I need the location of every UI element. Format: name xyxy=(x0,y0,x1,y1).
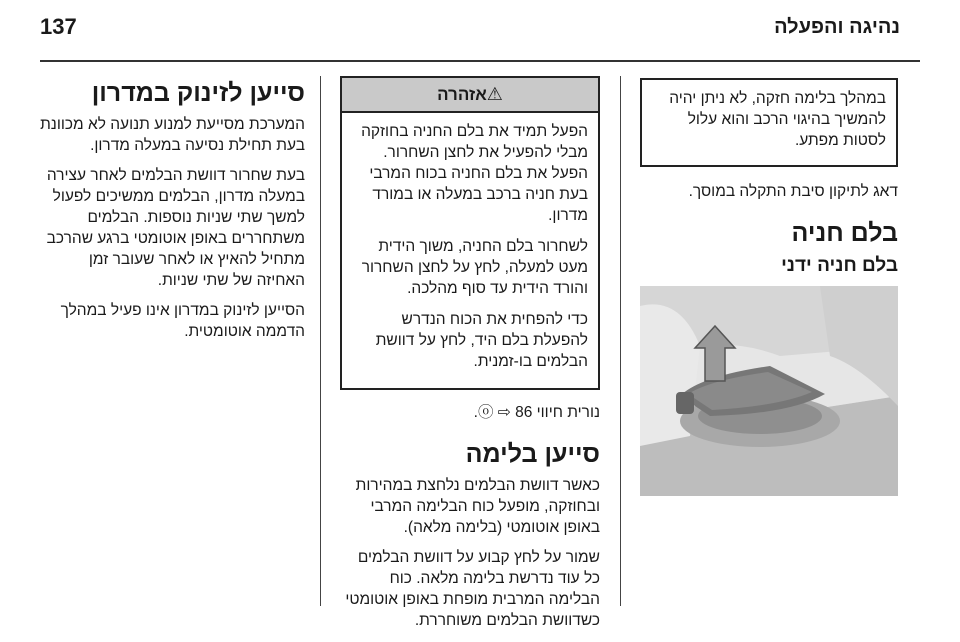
note-box xyxy=(640,78,898,167)
body-paragraph: הסייען לזינוק במדרון אינו פעיל במהלך הדממה אוטומטית. xyxy=(60,302,305,340)
warning-box xyxy=(340,76,600,390)
brake-assist-heading: סייען בלימה xyxy=(465,440,600,468)
column-divider-right xyxy=(620,76,621,606)
tip-text: דאג לתיקון סיבת התקלה במוסך. xyxy=(688,183,898,200)
warning-paragraph: לשחרור בלם החניה, משוך הידית מעט למעלה, לחץ על לחצן השחרור והורד הידית עד סוף מהלכה. xyxy=(361,238,588,297)
hill-start-assist-heading: סייען לזינוק במדרון xyxy=(91,79,305,107)
note-text: במהלך בלימה חזקה, לא ניתן יהיה להמשיך בהיגוי הרכב והוא עלול לסטות מפתע. xyxy=(669,90,886,149)
header-rule xyxy=(40,60,920,62)
section-title: נהיגה והפעלה xyxy=(774,16,900,38)
warning-triangle-icon: ⚠ xyxy=(486,84,503,104)
column-right xyxy=(640,78,898,496)
warning-paragraph: הפעל תמיד את בלם החניה בחוזקה מבלי להפעיל את לחצן השחרור. הפעל את בלם החניה בכוח המרבי בעת חניה ברכב במעלה או במורד מדרון. xyxy=(361,123,588,224)
warning-body xyxy=(342,113,598,388)
handbrake-figure xyxy=(640,286,898,496)
body-paragraph: שמור על לחץ קבוע על דוושת הבלמים כל עוד נדרשת בלימה מלאה. כוח הבלימה המרבית מופחת באופן אוטומטי כשדוושת הבלמים משוחררת. xyxy=(345,549,600,629)
column-left xyxy=(40,78,305,351)
warning-paragraph: כדי להפחית את הכוח הנדרש להפעלת בלם היד, לחץ על דוושת הבלמים בו-זמנית. xyxy=(375,311,588,370)
body-paragraph: המערכת מסייעת למנוע תנועה לא מכוונת בעת תחילת נסיעה במעלה מדרון. xyxy=(40,116,305,154)
manual-parking-brake-subheading: בלם חניה ידני xyxy=(781,255,898,276)
handbrake-illustration xyxy=(640,286,898,496)
body-paragraph: כאשר דוושת הבלמים נלחצת במהירות ובחוזקה, מופעל כוח הבלימה המרבי באופן אוטומטי (בלימה מלאה). xyxy=(355,477,600,536)
column-divider-left xyxy=(320,76,321,606)
column-middle xyxy=(340,76,600,640)
parking-brake-heading: בלם חניה xyxy=(791,219,898,247)
page-number: 137 xyxy=(40,14,77,39)
warning-title: אזהרה xyxy=(437,85,487,104)
indicator-line: נורית חיווי ⓞ ⇨ 86. xyxy=(473,404,600,421)
warning-header xyxy=(342,78,598,113)
body-paragraph: בעת שחרור דוושת הבלמים לאחר עצירה במעלה מדרון, הבלמים ממשיכים לפעול למשך שתי שניות נוספות. הבלמים משתחררים באופן אוטומטי ברגע שהרכב מתחיל להאיץ או לאחר שעובר זמן האחיזה של שתי שניות. xyxy=(46,167,305,289)
